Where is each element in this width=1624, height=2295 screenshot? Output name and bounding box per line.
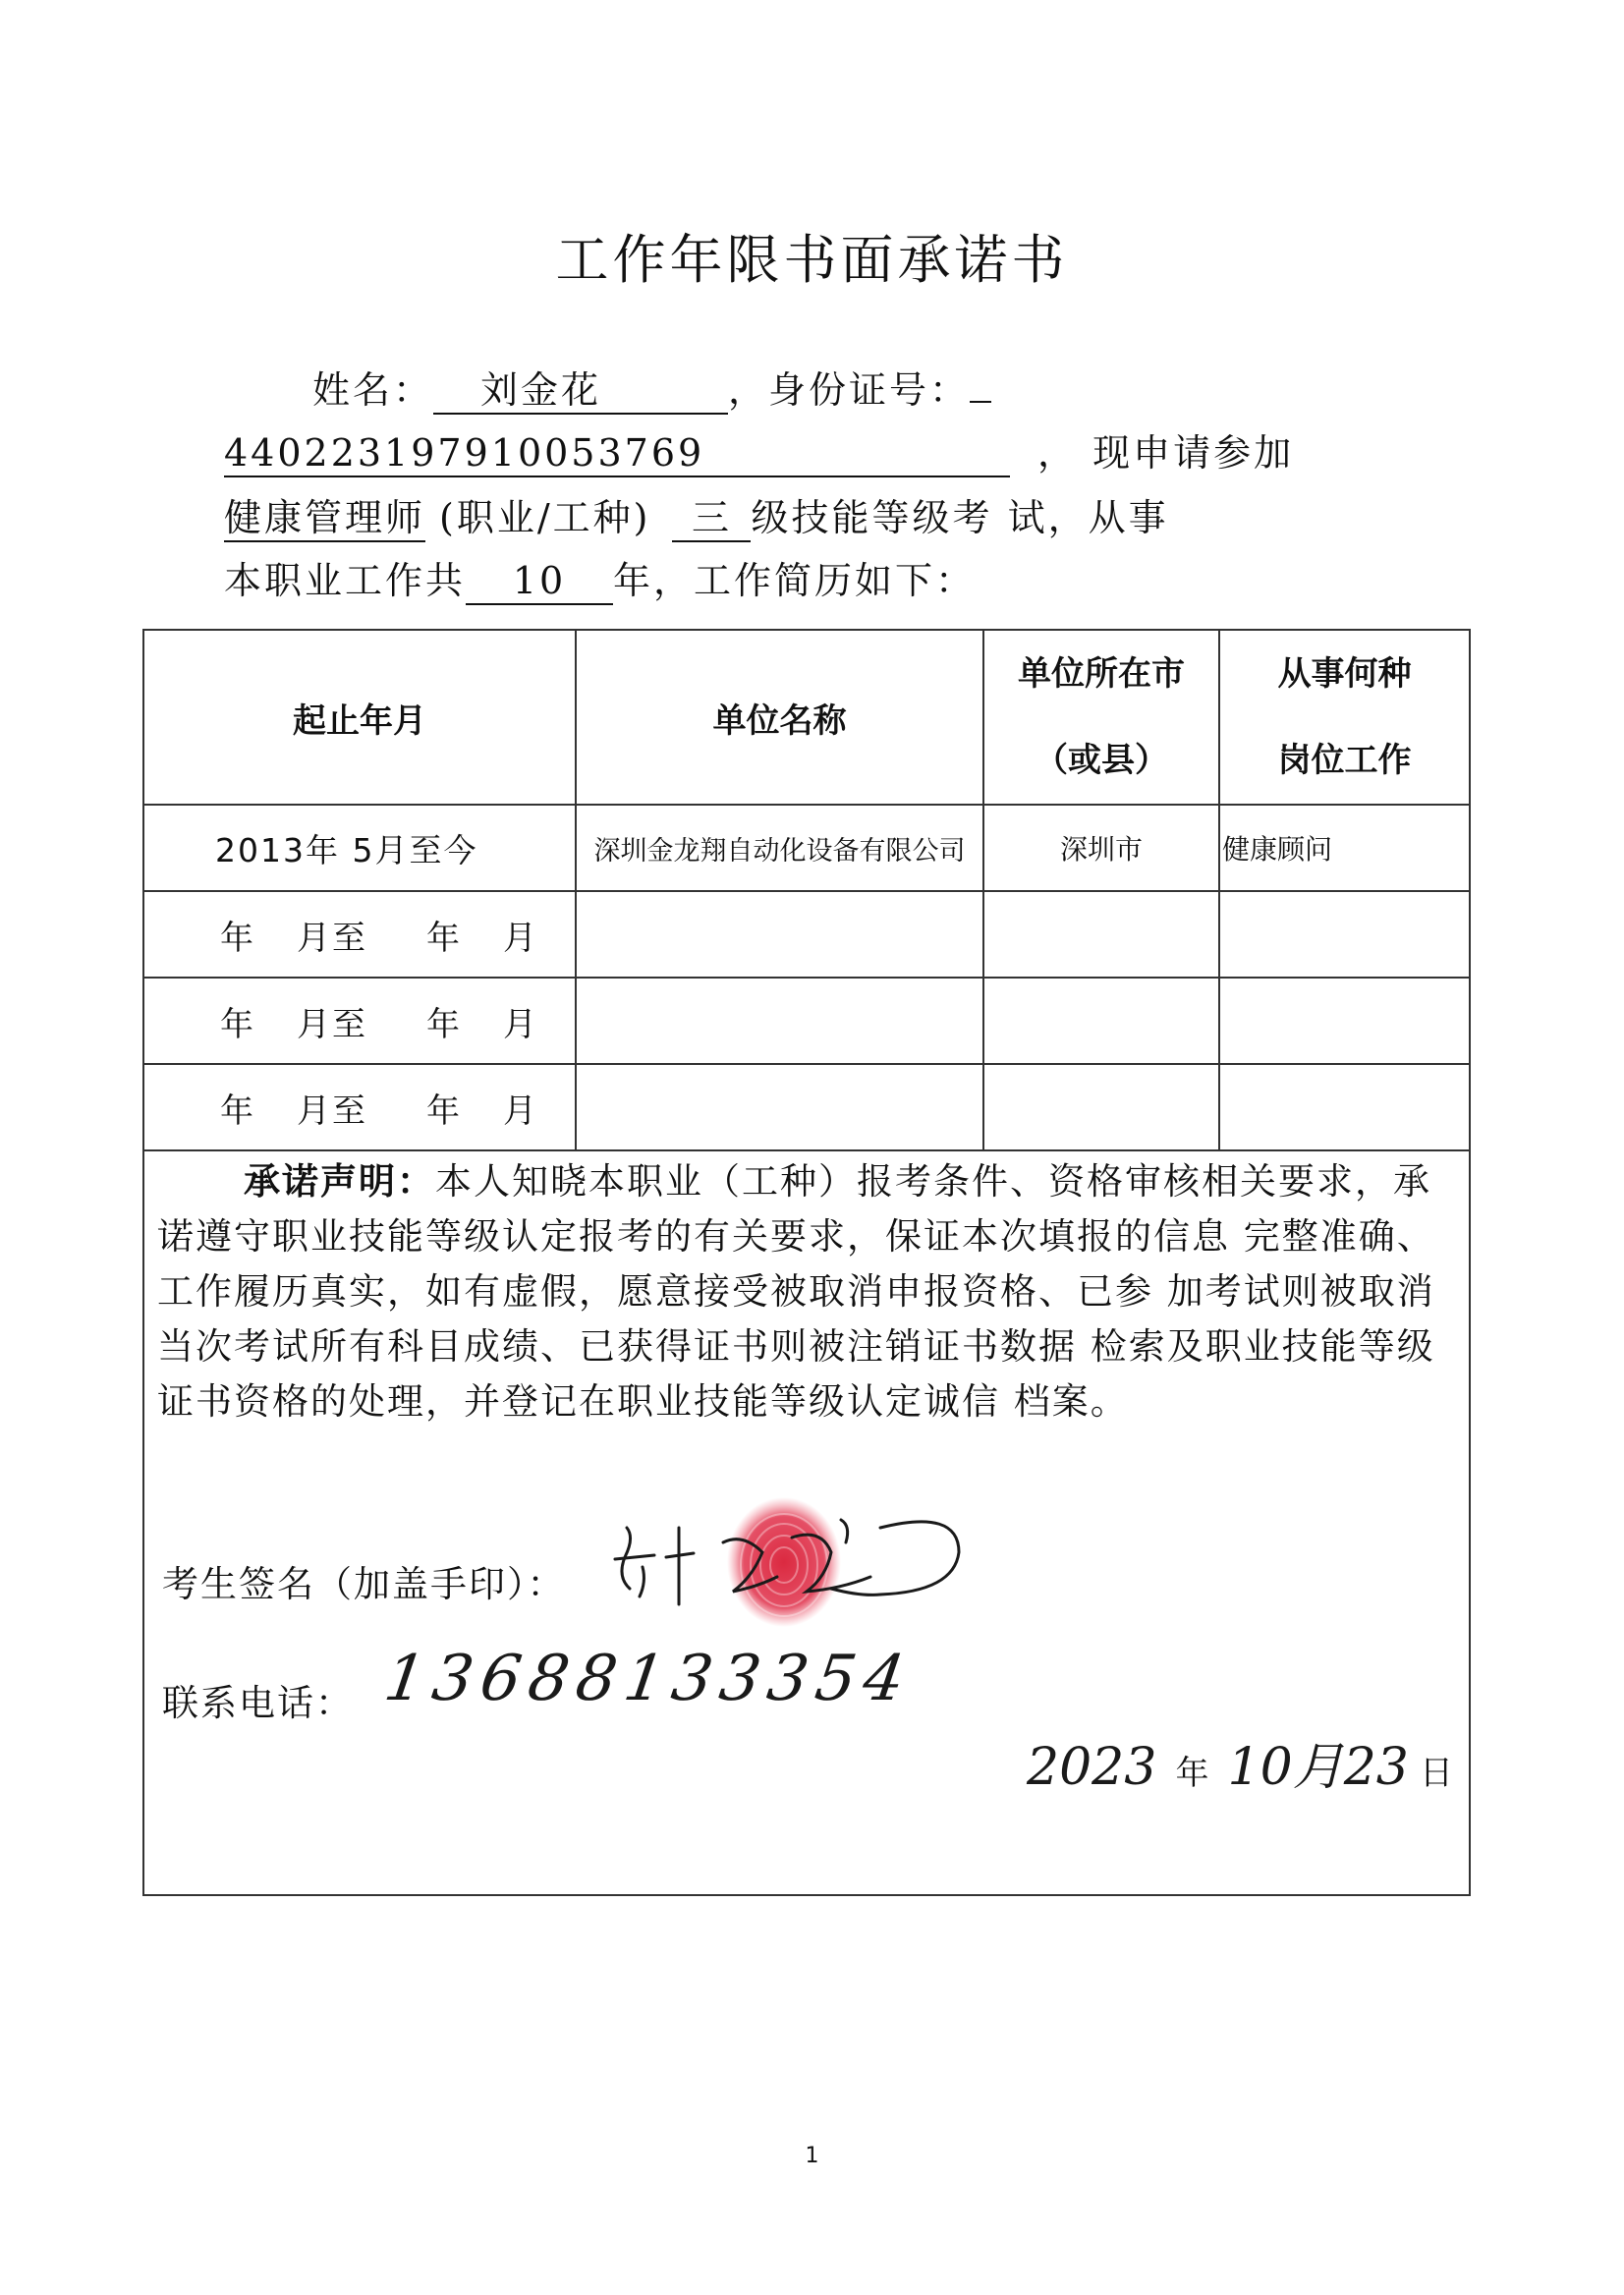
header-unit: 单位名称 (576, 630, 983, 805)
row-unit (576, 891, 983, 978)
table-row (143, 805, 1470, 891)
page-number: 1 (805, 2144, 819, 2168)
row-post (1219, 1064, 1470, 1150)
level-suffix: 级技能等级考 试，从事 (751, 496, 1169, 539)
pledge-heading: 承诺声明： (244, 1160, 435, 1203)
date-day-suffix: 日 (1419, 1754, 1453, 1793)
row-post: 健康顾问 (1219, 805, 1470, 891)
handwritten-signature (586, 1498, 979, 1616)
row-period: 年 月至 年 月 (143, 891, 576, 978)
id-line (224, 422, 1294, 477)
date-year: 2023 (1027, 1738, 1157, 1797)
name-line (312, 360, 991, 415)
signature-label: 考生签名（加盖手印）： (162, 1563, 566, 1605)
date-month-day: 10月23 (1227, 1738, 1409, 1797)
row-period: 年 月至 年 月 (143, 1064, 576, 1150)
handwritten-phone: 13688133354 (379, 1643, 918, 1715)
row-period: 2013年 5月至今 (143, 805, 576, 891)
years-prefix: 本职业工作共 (224, 559, 467, 602)
id-label: ，身份证号： (728, 368, 971, 412)
row-city (983, 1064, 1219, 1150)
header-city: 单位所在市 （或县） (983, 630, 1219, 805)
id-number: 440223197910053769 (224, 432, 1010, 477)
row-post (1219, 978, 1470, 1064)
level-value: 三 (672, 497, 751, 542)
document-title: 工作年限书面承诺书 (555, 229, 1069, 291)
phone-label: 联系电话： (162, 1682, 354, 1724)
name-label: 姓名： (312, 368, 434, 412)
table-row (143, 891, 1470, 978)
pledge-body: 本人知晓本职业（工种）报考条件、资格审核相关要求，承诺遵守职业技能等级认定报考的有关要求，保证本次填报的信息 完整准确、工作履历真实，如有虚假，愿意接受被取消申报资格、已参 加考试则被取消当次考试所有科目成绩、已获得证书则被注销证书数据 检索及职业技能等级证书资格的处理，并登记在职业技能等级认定诚信 档案。 (157, 1160, 1435, 1423)
table-row (143, 1064, 1470, 1150)
apply-text: ， 现申请参加 (1037, 431, 1295, 475)
row-period: 年 月至 年 月 (143, 978, 576, 1064)
occupation-line (224, 487, 1169, 542)
years-line (224, 550, 976, 605)
row-unit (576, 978, 983, 1064)
row-post (1219, 891, 1470, 978)
header-post: 从事何种 岗位工作 (1219, 630, 1470, 805)
occupation-value: 健康管理师 (224, 497, 425, 542)
row-city: 深圳市 (983, 805, 1219, 891)
header-period: 起止年月 (143, 630, 576, 805)
row-city (983, 978, 1219, 1064)
date-line (1027, 1725, 1453, 1799)
pledge-text (157, 1154, 1454, 1429)
name-value: 刘金花 (433, 369, 728, 415)
years-value: 10 (466, 560, 613, 605)
row-unit: 深圳金龙翔自动化设备有限公司 (576, 805, 983, 891)
occupation-suffix: (职业/工种) (439, 496, 651, 539)
years-suffix: 年，工作简历如下： (613, 559, 977, 602)
table-row (143, 978, 1470, 1064)
id-underline-stub (970, 401, 991, 403)
row-unit (576, 1064, 983, 1150)
date-year-suffix: 年 (1175, 1754, 1209, 1793)
row-city (983, 891, 1219, 978)
table-header-row (143, 630, 1470, 805)
